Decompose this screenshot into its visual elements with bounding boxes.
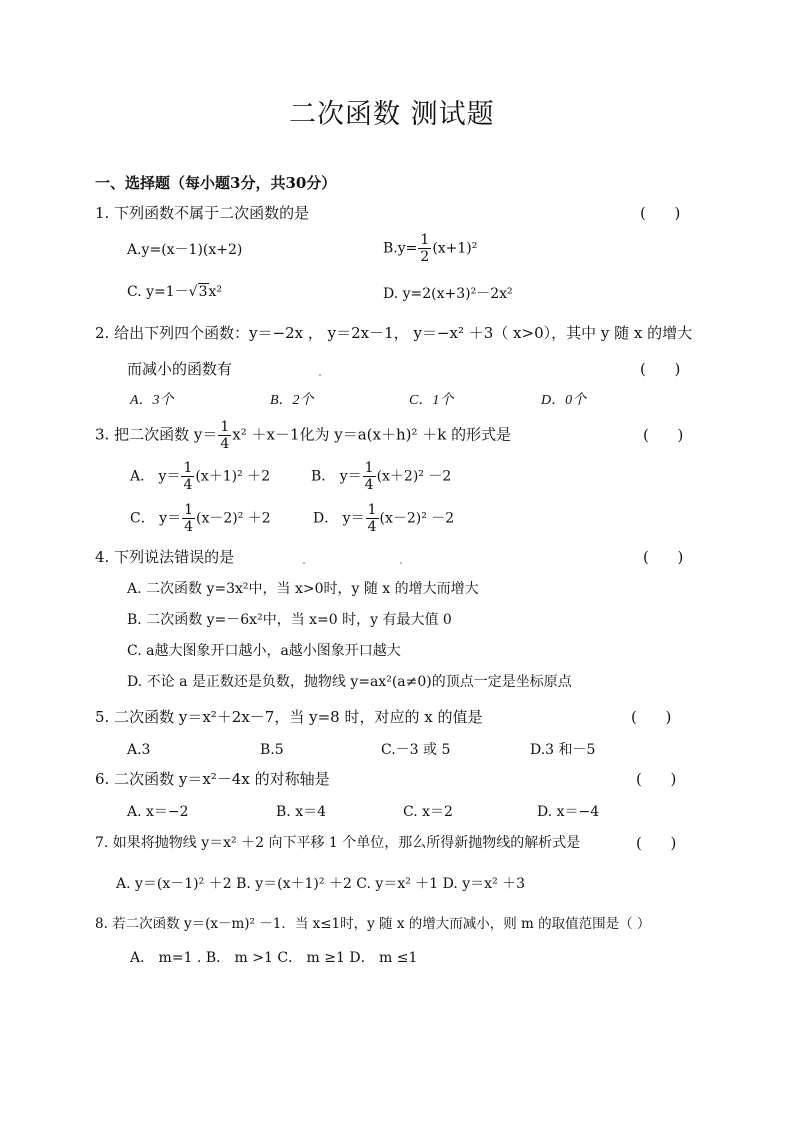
question-1-stem: 1. 下列函数不属于二次函数的是: [95, 204, 310, 222]
q5-option-a: A.3: [127, 742, 151, 758]
q2-option-c: C．1个: [409, 393, 454, 408]
fraction: $\frac{1}{2}$: [420, 232, 430, 265]
q1-option-a: A.y=(x－1)(x+2): [127, 242, 243, 258]
q6-option-b: B. x＝4: [276, 804, 326, 820]
q3-option-b: B． y＝ $\frac{1}{4}$ (x＋2)² －2: [311, 460, 452, 493]
sqrt-symbol: √3: [188, 284, 208, 300]
fraction: $\frac{1}{4}$: [364, 460, 374, 493]
answer-blank: ( ): [640, 204, 681, 222]
page-title: 二次函数 测试题: [289, 99, 495, 130]
question-2-stem: 2. 给出下列四个函数：y＝−2x ， y＝2x－1， y＝−x² ＋3（ x>0），其中 y 随 x 的增大: [95, 324, 693, 342]
q3-option-a: A． y＝ $\frac{1}{4}$ (x＋1)² ＋2: [130, 460, 271, 493]
q1-option-d: D. y=2(x+3)²－2x²: [383, 286, 513, 302]
q2-option-a: A．3个: [130, 393, 174, 408]
stray-dot: [303, 562, 305, 564]
q1-option-b: B.y= $\frac{1}{2}$ (x+1)²: [383, 232, 478, 265]
q3-option-c: C． y＝ $\frac{1}{4}$ (x－2)² ＋2: [130, 502, 271, 535]
q6-option-d: D. x＝−4: [537, 804, 600, 820]
fraction: $\frac{1}{4}$: [367, 502, 377, 535]
fraction: $\frac{1}{4}$: [183, 460, 193, 493]
answer-blank: ( ): [636, 770, 677, 788]
q5-option-b: B.5: [260, 742, 284, 758]
answer-blank: ( ): [640, 360, 681, 378]
stray-dot: [400, 562, 402, 564]
q1-option-c: C. y=1－√3x²: [127, 284, 223, 300]
q4-option-d: D. 不论 a 是正数还是负数，抛物线 y=ax²(a≠0)的顶点一定是坐标原点: [127, 674, 572, 690]
q5-option-c: C.－3 或 5: [381, 742, 451, 758]
question-2-stem-cont: 而减小的函数有: [127, 360, 233, 378]
question-6-stem: 6. 二次函数 y＝x²－4x 的对称轴是: [95, 770, 330, 788]
stray-dot: [319, 374, 321, 376]
q5-option-d: D.3 和－5: [530, 742, 596, 758]
answer-blank: ( ): [643, 426, 684, 444]
question-4-stem: 4. 下列说法错误的是: [95, 548, 235, 566]
fraction: $\frac{1}{4}$: [220, 419, 230, 452]
q7-options: A. y＝(x－1)² ＋2 B. y＝(x＋1)² ＋2 C. y＝x² ＋1 D. y＝x² ＋3: [116, 876, 526, 892]
question-7-stem: 7. 如果将抛物线 y＝x² ＋2 向下平移 1 个单位，那么所得新抛物线的解析式是: [95, 835, 581, 851]
q4-option-c: C. a越大图象开口越小，a越小图象开口越大: [127, 643, 401, 659]
answer-blank: ( ): [636, 834, 677, 852]
q3-option-d: D． y＝ $\frac{1}{4}$ (x－2)² －2: [313, 502, 455, 535]
q8-options: A． m=1 . B． m >1 C． m ≥1 D． m ≤1: [130, 950, 418, 966]
answer-blank: ( ): [643, 548, 684, 566]
q6-option-c: C. x＝2: [403, 804, 453, 820]
question-5-stem: 5. 二次函数 y＝x²＋2x－7，当 y=8 时，对应的 x 的值是: [95, 708, 483, 726]
question-3-stem: 3. 把二次函数 y＝ $\frac{1}{4}$ x² ＋x－1化为 y＝a(x＋h)² ＋k 的形式是: [95, 419, 512, 452]
answer-blank: ( ): [631, 708, 672, 726]
q4-option-b: B. 二次函数 y=－6x²中，当 x=0 时，y 有最大值 0: [127, 612, 452, 628]
question-8-stem: 8. 若二次函数 y＝(x－m)² －1．当 x≤1时，y 随 x 的增大而减小，则 m 的取值范围是（ ）: [95, 916, 651, 932]
section-heading: 一、选择题（每小题3分，共30分）: [95, 174, 337, 192]
q6-option-a: A. x＝−2: [127, 804, 189, 820]
fraction: $\frac{1}{4}$: [184, 502, 193, 535]
q2-option-d: D．0个: [541, 393, 587, 408]
q4-option-a: A. 二次函数 y=3x²中，当 x>0时，y 随 x 的增大而增大: [127, 581, 479, 597]
q2-option-b: B．2个: [270, 393, 314, 408]
